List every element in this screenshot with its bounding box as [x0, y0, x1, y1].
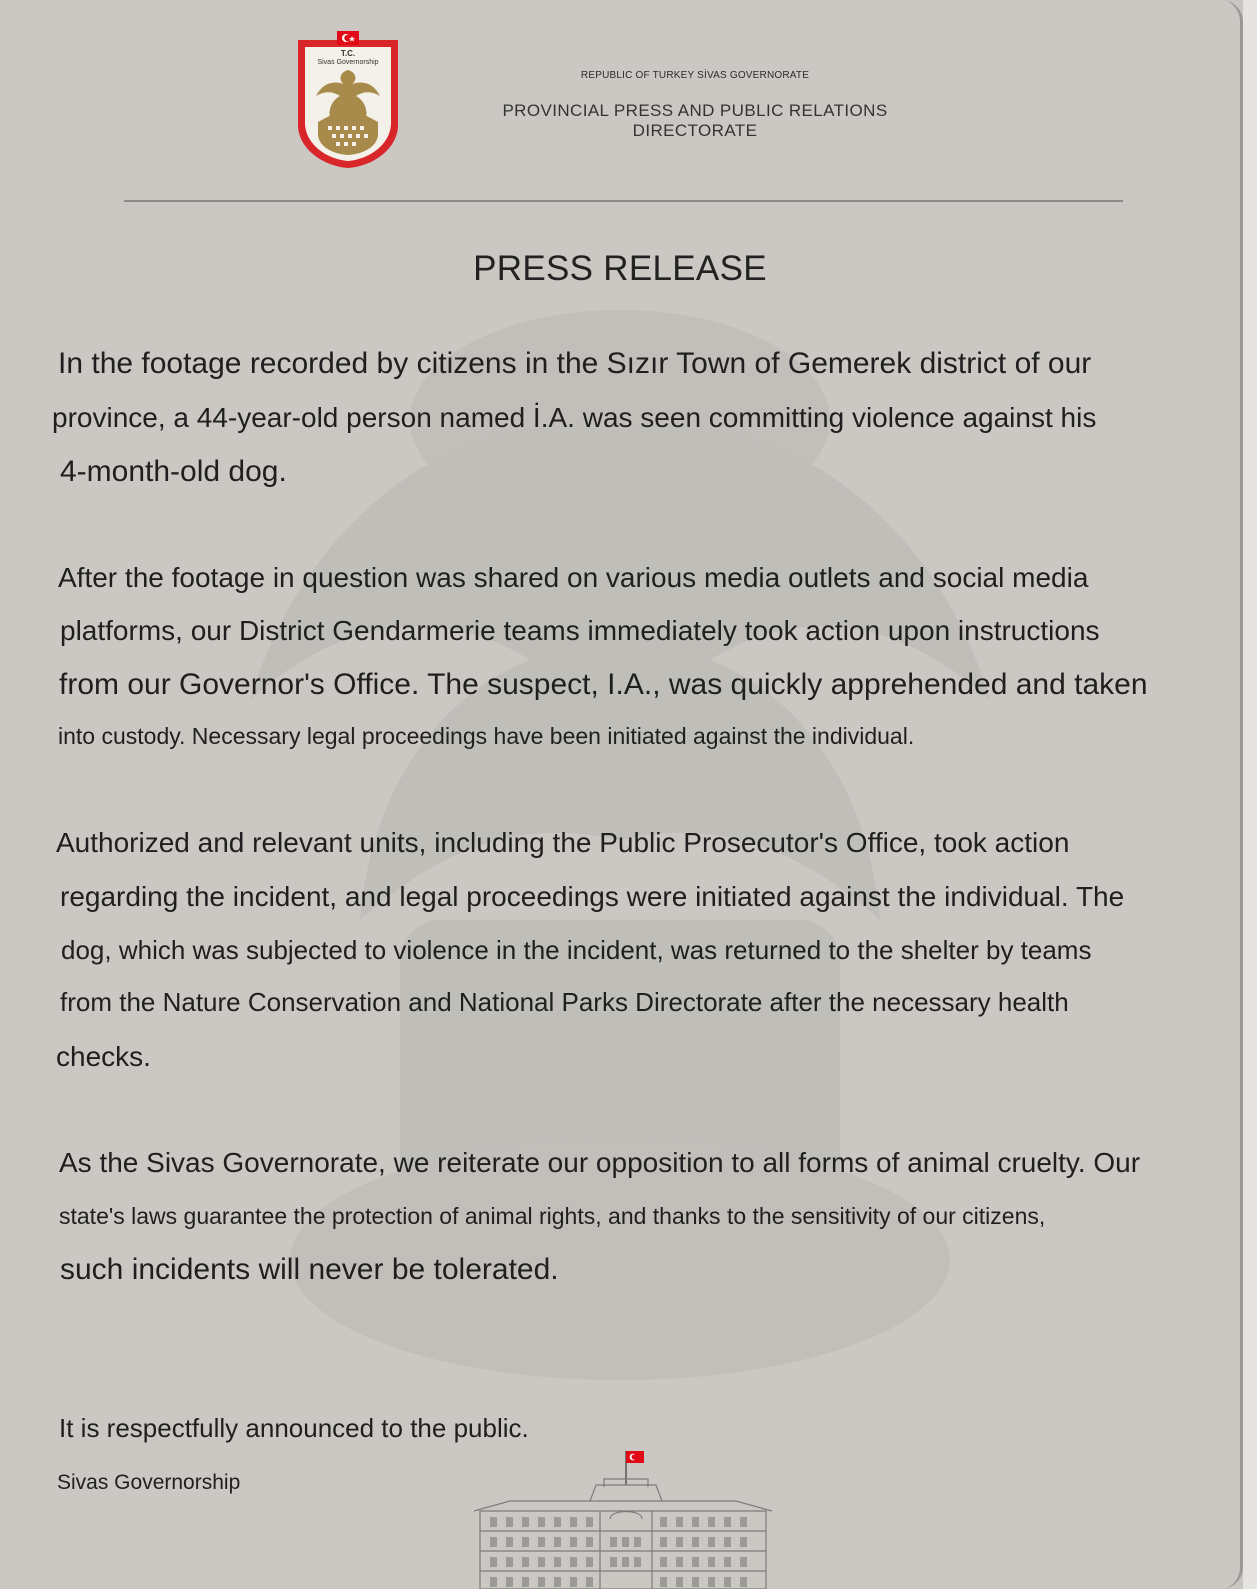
page-edge-background [1243, 0, 1257, 1589]
closing-statement: It is respectfully announced to the public. [59, 1413, 529, 1443]
governorship-building-illustration [470, 1447, 776, 1589]
paragraph-2-line: into custody. Necessary legal proceedings have been initiated against the individual. [58, 723, 915, 749]
paragraph-1-line: province, a 44-year-old person named İ.A. was seen committing violence against his [52, 402, 1097, 433]
paragraph-2-line: After the footage in question was shared on various media outlets and social media [58, 562, 1089, 593]
paragraph-2-line: from our Governor's Office. The suspect, I.A., was quickly apprehended and taken [59, 668, 1148, 701]
paragraph-3-line: from the Nature Conservation and National Parks Directorate after the necessary health [60, 987, 1069, 1017]
paragraph-3-line: checks. [56, 1041, 151, 1072]
header-divider [124, 200, 1123, 202]
paragraph-4-line: As the Sivas Governorate, we reiterate our opposition to all forms of animal cruelty. Our [59, 1147, 1141, 1178]
svg-text:T.C.: T.C. [340, 49, 356, 58]
paragraph-2-line: platforms, our District Gendarmerie teams immediately took action upon instructions [60, 615, 1100, 646]
paragraph-1-line: 4-month-old dog. [60, 455, 287, 488]
document-title: PRESS RELEASE [473, 249, 767, 288]
header-subtitle: REPUBLIC OF TURKEY SİVAS GOVERNORATE [580, 70, 810, 81]
paragraph-1-line: In the footage recorded by citizens in the Sızır Town of Gemerek district of our [58, 347, 1092, 380]
header-directorate-title: PROVINCIAL PRESS AND PUBLIC RELATIONS DIRECTORATE [502, 101, 888, 140]
paragraph-3-line: dog, which was subjected to violence in the incident, was returned to the shelter by teams [61, 935, 1092, 965]
signature: Sivas Governorship [57, 1471, 241, 1494]
paragraph-3-line: regarding the incident, and legal proceedings were initiated against the individual. The [60, 881, 1125, 912]
sivas-governorship-seal-logo [294, 30, 402, 170]
paragraph-3-line: Authorized and relevant units, including the Public Prosecutor's Office, took action [56, 827, 1070, 858]
svg-text:Sivas Governorship: Sivas Governorship [317, 59, 379, 66]
paragraph-4-line: such incidents will never be tolerated. [60, 1253, 559, 1286]
paragraph-4-line: state's laws guarantee the protection of animal rights, and thanks to the sensitivity of our citizens, [59, 1203, 1046, 1229]
